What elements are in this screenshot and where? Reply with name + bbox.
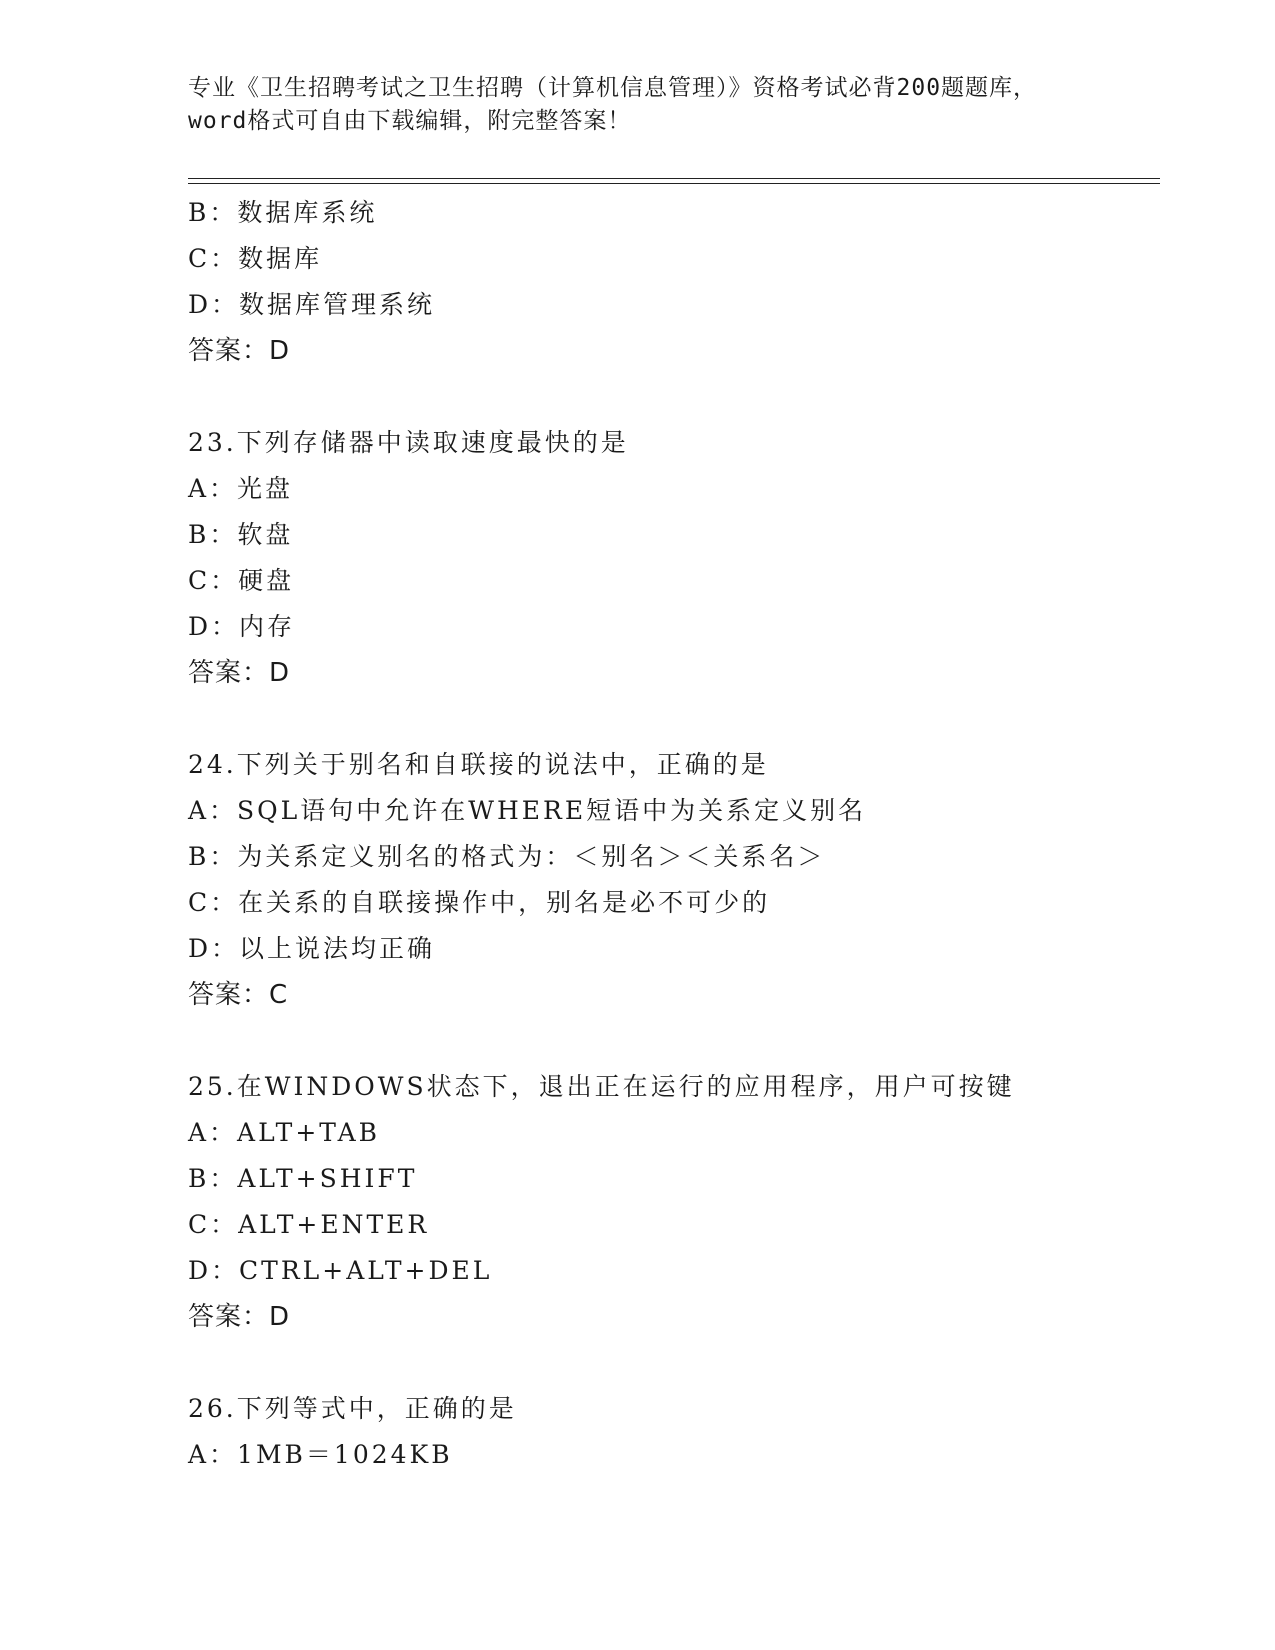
spacer [188, 374, 1168, 420]
answer-line: 答案：D [188, 1302, 291, 1332]
question-block-26 [188, 1386, 1168, 1478]
question-block-25 [188, 1064, 1168, 1340]
answer-line: 答案：D [188, 658, 291, 688]
header-title-line-1: 专业《卫生招聘考试之卫生招聘（计算机信息管理）》资格考试必背200题题库， [188, 75, 1038, 101]
header-title-line-2: word格式可自由下载编辑，附完整答案！ [188, 108, 632, 134]
question-block-23 [188, 420, 1168, 696]
header-divider-top [188, 178, 1160, 179]
option-b: B：为关系定义别名的格式为：＜别名＞＜关系名＞ [188, 842, 826, 871]
question-list [188, 190, 1168, 1478]
option-d: D：以上说法均正确 [188, 934, 436, 963]
question-block-22 [188, 190, 1168, 374]
option-c: C：在关系的自联接操作中，别名是必不可少的 [188, 888, 771, 917]
option-b: B：数据库系统 [188, 198, 378, 227]
option-b: B：软盘 [188, 520, 294, 549]
option-c: C：硬盘 [188, 566, 295, 595]
header-divider-bottom [188, 183, 1160, 184]
question-text: 26.下列等式中，正确的是 [188, 1394, 517, 1423]
question-block-24 [188, 742, 1168, 1018]
question-text: 23.下列存储器中读取速度最快的是 [188, 428, 629, 457]
option-a: A：SQL语句中允许在WHERE短语中为关系定义别名 [188, 796, 867, 825]
option-c: C：数据库 [188, 244, 323, 273]
option-a: A：光盘 [188, 474, 294, 503]
spacer [188, 1018, 1168, 1064]
question-text: 25.在WINDOWS状态下，退出正在运行的应用程序，用户可按键 [188, 1072, 1015, 1101]
spacer [188, 696, 1168, 742]
option-a: A：ALT+TAB [188, 1118, 381, 1147]
answer-line: 答案：D [188, 336, 291, 366]
option-d: D：数据库管理系统 [188, 290, 436, 319]
spacer [188, 1340, 1168, 1386]
question-text: 24.下列关于别名和自联接的说法中，正确的是 [188, 750, 769, 779]
answer-line: 答案：C [188, 980, 289, 1010]
document-header [188, 72, 1088, 138]
option-d: D：CTRL+ALT+DEL [188, 1256, 493, 1285]
option-c: C：ALT+ENTER [188, 1210, 430, 1239]
option-a: A：1MB＝1024KB [188, 1440, 453, 1469]
option-b: B：ALT+SHIFT [188, 1164, 418, 1193]
option-d: D：内存 [188, 612, 296, 641]
